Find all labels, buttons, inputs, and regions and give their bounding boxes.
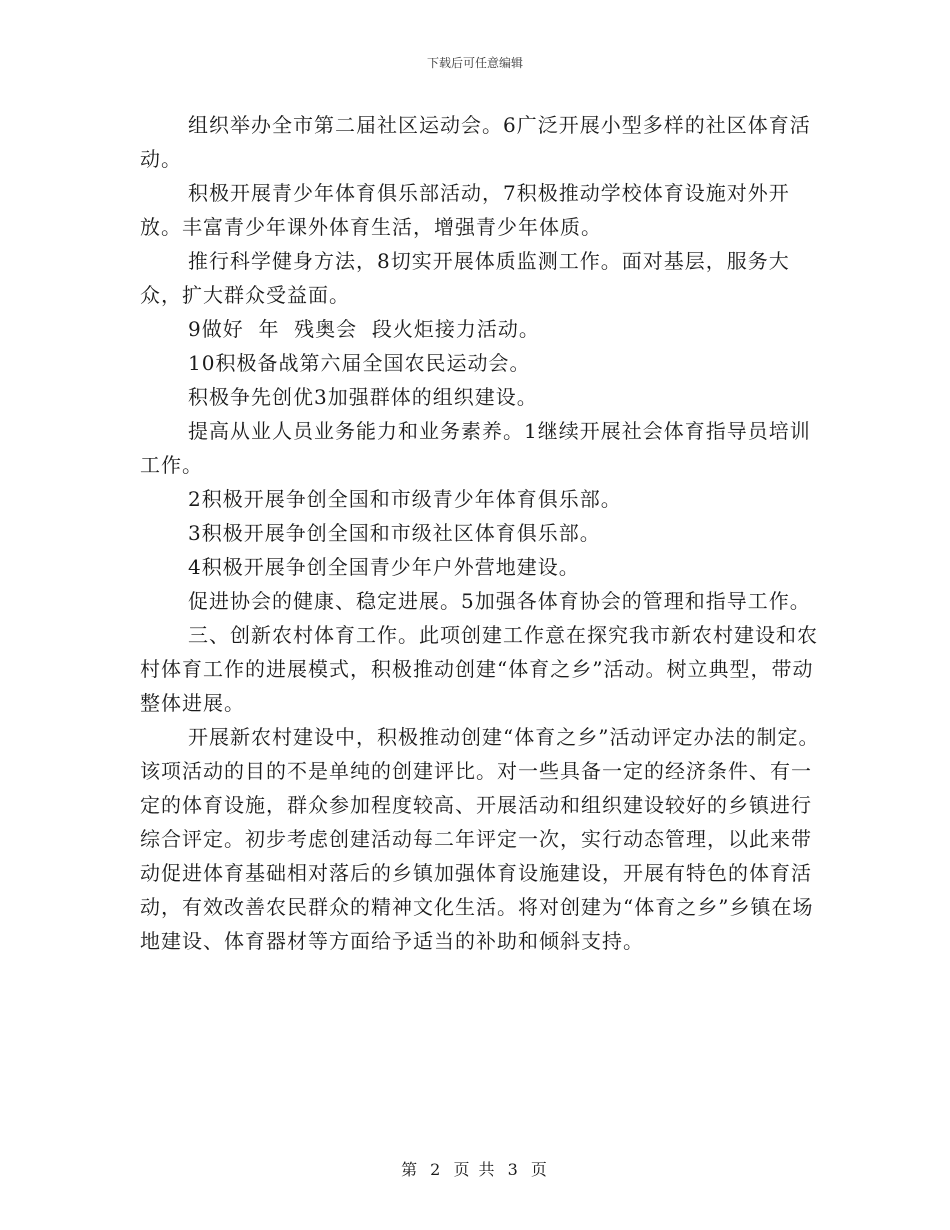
paragraph: 提高从业人员业务能力和业务素养。1继续开展社会体育指导员培训工作。: [140, 419, 811, 477]
paragraph: 组织举办全市第二届社区运动会。6广泛开展小型多样的社区体育活动。: [140, 113, 811, 171]
document-body: [140, 108, 830, 958]
footer-prefix: 第: [401, 1160, 420, 1179]
paragraph: 10积极备战第六届全国农民运动会。: [188, 351, 531, 375]
paragraph: 三、创新农村体育工作。此项创建工作意在探究我市新农村建设和农村体育工作的进展模式，积极推动创建“体育之乡”活动。树立典型，带动整体进展。: [140, 623, 818, 715]
footer-suffix: 页: [530, 1160, 549, 1179]
paragraph: 3积极开展争创全国和市级社区体育俱乐部。: [188, 521, 601, 545]
current-page-number: 2: [430, 1160, 443, 1179]
paragraph: 积极争先创优3加强群体的组织建设。: [188, 385, 538, 409]
paragraph: 9做好 年 残奥会 段火炬接力活动。: [188, 317, 540, 341]
paragraph: 开展新农村建设中，积极推动创建“体育之乡”活动评定办法的制定。该项活动的目的不是单纯的创建评比。对一些具备一定的经济条件、有一定的体育设施，群众参加程度较高、开展活动和组织建设较好的乡镇进行综合评定。初步考虑创建活动每二年评定一次，实行动态管理，以此来带动促进体育基础相对落后的乡镇加强体育设施建设，开展有特色的体育活动，有效改善农民群众的精神文化生活。将对创建为“体育之乡”乡镇在场地建设、体育器材等方面给予适当的补助和倾斜支持。: [140, 725, 820, 953]
paragraph: 推行科学健身方法，8切实开展体质监测工作。面对基层，服务大众，扩大群众受益面。: [140, 249, 790, 307]
paragraph: 积极开展青少年体育俱乐部活动，7积极推动学校体育设施对外开放。丰富青少年课外体育生活，增强青少年体质。: [140, 181, 790, 239]
paragraph: 促进协会的健康、稳定进展。5加强各体育协会的管理和指导工作。: [188, 589, 811, 613]
page-header-note: 下载后可任意编辑: [426, 56, 523, 70]
paragraph: 2积极开展争创全国和市级青少年体育俱乐部。: [188, 487, 622, 511]
footer-middle: 页 共: [453, 1160, 497, 1179]
total-pages-number: 3: [507, 1160, 520, 1179]
page-footer: [0, 1157, 950, 1180]
paragraph: 4积极开展争创全国青少年户外营地建设。: [188, 555, 580, 579]
